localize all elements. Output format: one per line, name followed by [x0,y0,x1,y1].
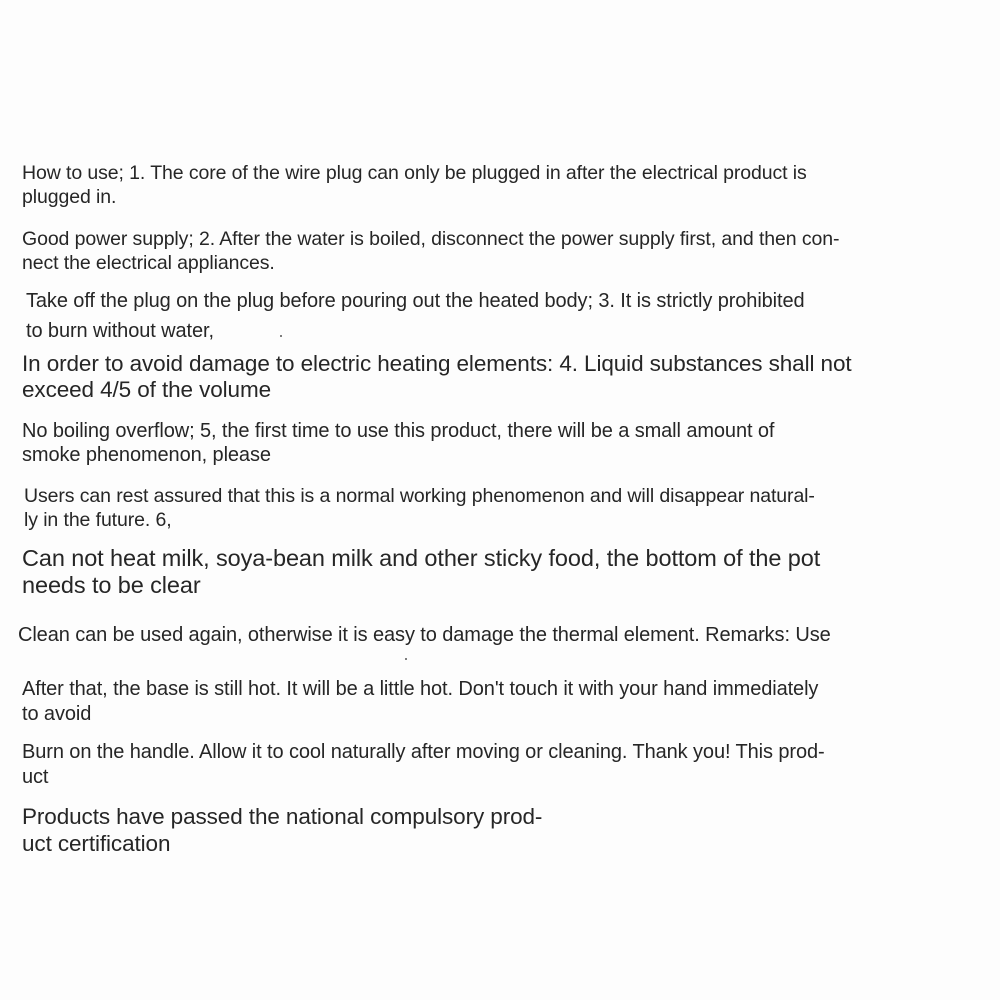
instruction-paragraph: In order to avoid damage to electric heating elements: 4. Liquid substances shall not exceed 4/5 of the volume [22,351,852,402]
instruction-paragraph: Take off the plug on the plug before pouring out the heated body; 3. It is strictly prohibited to burn without water, [26,290,805,342]
instruction-paragraph: No boiling overflow; 5, the first time to use this product, there will be a small amount of smoke phenomenon, please [22,420,775,466]
instruction-paragraph: Clean can be used again, otherwise it is easy to damage the thermal element. Remarks: Use [18,624,831,646]
instruction-paragraph: Users can rest assured that this is a normal working phenomenon and will disappear natural- ly in the future. 6, [24,485,815,531]
instruction-paragraph: Can not heat milk, soya-bean milk and other sticky food, the bottom of the pot needs to be clear [22,545,821,598]
instruction-paragraph: Good power supply; 2. After the water is boiled, disconnect the power supply first, and then con- nect the electrical appliances. [22,228,840,274]
instruction-paragraph: Burn on the handle. Allow it to cool naturally after moving or cleaning. Thank you! This prod- uct [22,741,825,788]
instruction-paragraph: After that, the base is still hot. It will be a little hot. Don't touch it with your hand immediately to avoid [22,678,819,725]
instruction-paragraph: How to use; 1. The core of the wire plug can only be plugged in after the electrical product is plugged in. [22,162,807,208]
scan-speck [405,658,407,660]
instruction-paragraph: Products have passed the national compulsory prod- uct certification [22,804,543,856]
scan-speck [280,335,282,337]
